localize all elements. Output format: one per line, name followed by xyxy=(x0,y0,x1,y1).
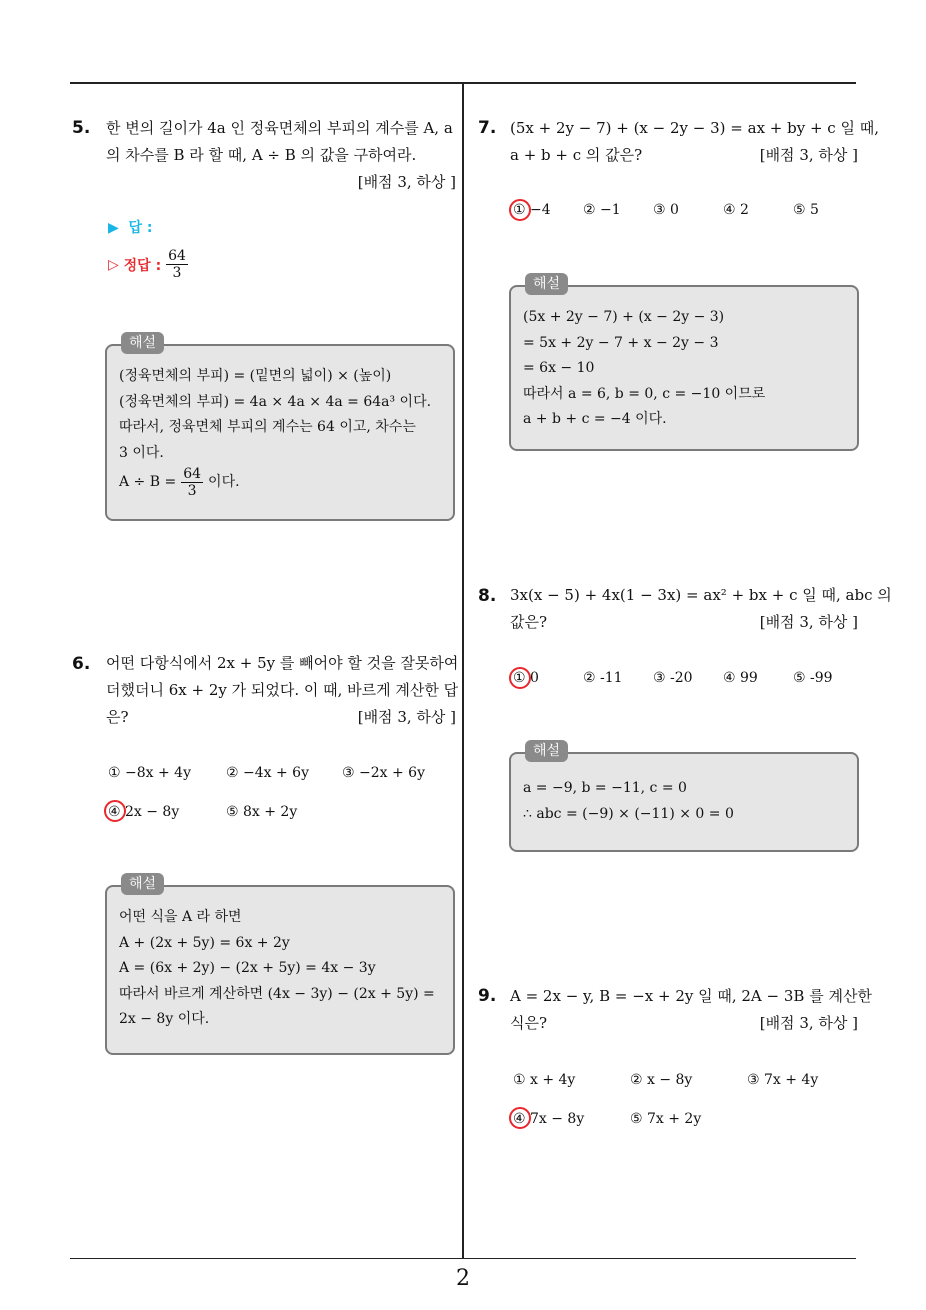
choice-1[interactable]: ① −8x + 4y xyxy=(108,765,191,781)
choice-5[interactable]: ⑤ 8x + 2y xyxy=(226,804,298,820)
explanation-body: a = −9, b = −11, c = 0 ∴ abc = (−9) × (−11) × 0 = 0 xyxy=(523,780,734,822)
choice-1[interactable]: ① −4 xyxy=(513,202,551,218)
choice-4[interactable]: ④ 2 xyxy=(723,202,749,218)
choice-2[interactable]: ② −4x + 6y xyxy=(226,765,309,781)
explanation-box-8 xyxy=(509,743,859,852)
question-7-score: [배점 3, 하상 ] xyxy=(759,146,858,164)
question-8-choices xyxy=(513,670,853,694)
question-9-choices xyxy=(513,1072,853,1132)
question-5-score: [배점 3, 하상 ] xyxy=(357,173,456,191)
outline-play-icon: ▷ xyxy=(108,256,119,273)
choice-4[interactable]: ④ 99 xyxy=(723,670,758,686)
choice-3[interactable]: ③ 7x + 4y xyxy=(747,1072,819,1088)
explanation-title: 해설 xyxy=(121,332,164,354)
explanation-title: 해설 xyxy=(121,873,164,895)
question-7-number: 7. xyxy=(478,118,497,138)
choice-4[interactable]: ④ 2x − 8y xyxy=(108,804,180,820)
question-8-score: [배점 3, 하상 ] xyxy=(759,613,858,631)
explanation-box-5 xyxy=(105,335,455,521)
explanation-box-6 xyxy=(105,876,455,1055)
question-9-number: 9. xyxy=(478,986,497,1006)
question-6-text: 어떤 다항식에서 2x + 5y 를 빼어야 할 것을 잘못하여 더했더니 6x + 2y 가 되었다. 이 때, 바르게 계산한 답 은? [배점 3, 하상 ] xyxy=(106,650,456,731)
correct-mark xyxy=(509,667,531,689)
explanation-box-7 xyxy=(509,276,859,451)
question-7-choices xyxy=(513,202,853,226)
question-9-text: A = 2x − y, B = −x + 2y 일 때, 2A − 3B 를 계산한 식은? [배점 3, 하상 ] xyxy=(510,983,858,1037)
correct-mark xyxy=(509,199,531,221)
question-6-number: 6. xyxy=(72,654,91,674)
question-5-text xyxy=(106,115,456,196)
question-9-score: [배점 3, 하상 ] xyxy=(759,1014,858,1032)
question-7-text: (5x + 2y − 7) + (x − 2y − 3) = ax + by + c 일 때, a + b + c 의 값은? [배점 3, 하상 ] xyxy=(510,115,858,169)
column-divider xyxy=(462,83,464,1258)
choice-2[interactable]: ② x − 8y xyxy=(630,1072,693,1088)
choice-1[interactable]: ① x + 4y xyxy=(513,1072,576,1088)
bottom-rule xyxy=(70,1258,856,1259)
choice-5[interactable]: ⑤ 5 xyxy=(793,202,819,218)
explanation-body: 어떤 식을 A 라 하면 A + (2x + 5y) = 6x + 2y A = (6x + 2y) − (2x + 5y) = 4x − 3y 따라서 바르게 계산하면 (4x − 3y) − (2x + 5y) = 2x − 8y 이다. xyxy=(119,909,435,1027)
choice-5[interactable]: ⑤ 7x + 2y xyxy=(630,1111,702,1127)
question-6-choices xyxy=(108,765,458,825)
explanation-title: 해설 xyxy=(525,273,568,295)
question-8-number: 8. xyxy=(478,586,497,606)
play-icon: ▶ xyxy=(108,220,119,236)
choice-5[interactable]: ⑤ -99 xyxy=(793,670,833,686)
correct-mark xyxy=(509,1107,531,1129)
correct-fraction: $\frac{64}{3}$ xyxy=(168,248,186,281)
choice-3[interactable]: ③ −2x + 6y xyxy=(342,765,425,781)
explanation-title: 해설 xyxy=(525,740,568,762)
choice-2[interactable]: ② −1 xyxy=(583,202,621,218)
explanation-body: (정육면체의 부피) = (밑면의 넓이) × (높이) (정육면체의 부피) = 4a × 4a × 4a = 64a³ 이다. 따라서, 정육면체 부피의 계수는 64 이고, 차수는 3 이다. A ÷ B = $\frac{64}{3}$ 이다. xyxy=(119,368,432,499)
answer-label: ▶ 답 : xyxy=(108,220,153,236)
question-5-number: 5. xyxy=(72,118,91,138)
question-5-line-2: 의 차수를 B 라 할 때, A ÷ B 의 값을 구하여라. xyxy=(106,146,417,164)
choice-3[interactable]: ③ -20 xyxy=(653,670,693,686)
choice-2[interactable]: ② -11 xyxy=(583,670,623,686)
choice-3[interactable]: ③ 0 xyxy=(653,202,679,218)
question-6-score: [배점 3, 하상 ] xyxy=(357,708,456,726)
question-5-line-1: 한 변의 길이가 4a 인 정육면체의 부피의 계수를 A, a xyxy=(106,119,453,137)
question-8-text: 3x(x − 5) + 4x(1 − 3x) = ax² + bx + c 일 때, abc 의 값은? [배점 3, 하상 ] xyxy=(510,582,858,636)
choice-1[interactable]: ① 0 xyxy=(513,670,539,686)
page-number: 2 xyxy=(456,1266,470,1291)
choice-4[interactable]: ④ 7x − 8y xyxy=(513,1111,585,1127)
correct-answer: ▷ 정답 : $\frac{64}{3}$ xyxy=(108,248,186,281)
explanation-body: (5x + 2y − 7) + (x − 2y − 3) = 5x + 2y − 7 + x − 2y − 3 = 6x − 10 따라서 a = 6, b = 0, c = −10 이므로 a + b + c = −4 이다. xyxy=(523,309,766,427)
correct-mark xyxy=(104,800,126,822)
